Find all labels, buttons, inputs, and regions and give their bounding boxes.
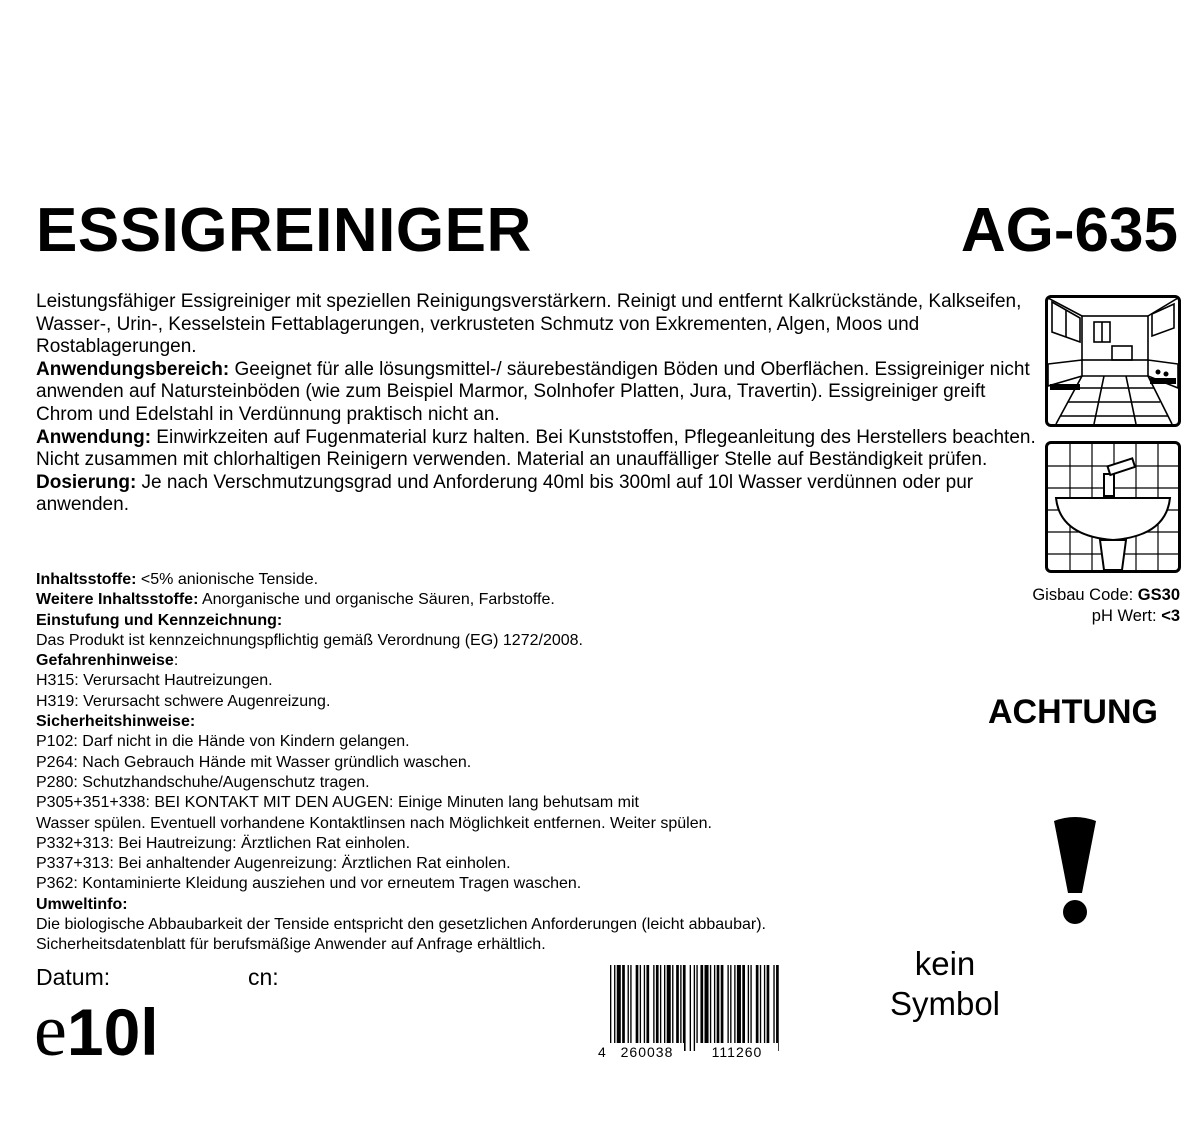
sink-pictogram-icon [1045, 441, 1181, 573]
sink-drawing [1048, 444, 1178, 570]
gisbau-code-value: GS30 [1137, 586, 1180, 604]
product-codes [1032, 585, 1180, 627]
more-ingredients-label: Weitere Inhaltsstoffe: [36, 591, 199, 609]
usage-text: Einwirkzeiten auf Fugenmaterial kurz halten. Bei Kunststoffen, Pflegeanleitung des Herstellers beachten. Nicht zusammen mit chlorhaltigen Reinigern verwenden. Material an unauffälliger Stelle auf Beständigkeit prüfen. [36, 426, 1036, 471]
precaution-p280: P280: Schutzhandschuhe/Augenschutz tragen. [36, 773, 370, 791]
barcode-bar [730, 965, 731, 1051]
ph-value-label: pH Wert: [1091, 607, 1162, 625]
barcode-bar [640, 965, 641, 1051]
barcode-bar [705, 965, 709, 1051]
no-symbol-line1: kein [914, 945, 976, 982]
barcode-bar [660, 965, 661, 1051]
hazard-h319: H319: Verursacht schwere Augenreizung. [36, 692, 331, 710]
gisbau-code-label: Gisbau Code: [1032, 586, 1138, 604]
usage-label: Anwendung: [36, 426, 152, 448]
more-ingredients [36, 590, 936, 610]
application-area [36, 359, 1036, 427]
hazard-h315: H315: Verursacht Hautreizungen. [36, 672, 273, 690]
classification-text: Das Produkt ist kennzeichnungspflichtig gemäß Verordnung (EG) 1272/2008. [36, 631, 583, 649]
barcode-bar [683, 965, 686, 1051]
barcode-bar [717, 965, 720, 1051]
barcode-bar [653, 965, 654, 1051]
precaution-p305-line1: P305+351+338: BEI KONTAKT MIT DEN AUGEN: Einige Minuten lang behutsam mit [36, 794, 639, 812]
kitchen-drawing [1048, 298, 1178, 424]
barcode-bar [776, 965, 779, 1051]
barcode-digits-right: 111260 [711, 1044, 763, 1059]
barcode-bar [737, 965, 741, 1051]
barcode-bar [760, 965, 761, 1051]
barcode-bar [630, 965, 631, 1051]
volume [34, 990, 159, 1072]
signal-word: ACHTUNG [988, 693, 1158, 731]
gisbau-code [1032, 585, 1180, 606]
precaution-p337: P337+313: Bei anhaltender Augenreizung: Ärztlichen Rat einholen. [36, 855, 511, 873]
date-label: Datum: [36, 964, 111, 990]
barcode-bars [596, 965, 792, 1059]
barcode-bar [734, 965, 735, 1051]
application-area-label: Anwendungsbereich: [36, 358, 230, 380]
barcode [596, 965, 792, 1059]
sds-text: Sicherheitsdatenblatt für berufsmäßige Anwender auf Anfrage erhältlich. [36, 936, 546, 954]
precaution-p305-line2: Wasser spülen. Eventuell vorhandene Kontaktlinsen nach Möglichkeit entfernen. Weiter spülen. [36, 814, 712, 832]
hazard-heading [36, 651, 936, 671]
barcode-digit-first: 4 [598, 1044, 606, 1059]
precaution-p102: P102: Darf nicht in die Hände von Kindern gelangen. [36, 733, 410, 751]
barcode-bar [756, 965, 759, 1051]
ingredients-text: <5% anionische Tenside. [136, 571, 319, 588]
barcode-bar [636, 965, 639, 1051]
precaution-p362: P362: Kontaminierte Kleidung ausziehen und vor erneutem Tragen waschen. [36, 875, 582, 893]
barcode-bar [646, 965, 649, 1051]
no-symbol-line2: Symbol [889, 985, 1001, 1022]
application-area-text: Geeignet für alle lösungsmittel-/ säurebeständigen Böden und Oberflächen. Essigreiniger nicht anwenden auf Natursteinböden (wie zum Beispiel Marmor, Solnhofer Platten, Jura, Travertin). Essigreiniger greift Chrom und Edelstahl in Verdünnung praktisch nicht an. [36, 358, 1030, 425]
barcode-bar [700, 965, 703, 1051]
barcode-bar [610, 965, 611, 1051]
precaution-p332: P332+313: Bei Hautreizung: Ärztlichen Rat einholen. [36, 834, 411, 852]
no-symbol-note [870, 944, 1020, 1024]
barcode-bar [727, 965, 728, 1051]
ph-value [1032, 606, 1180, 627]
product-title: ESSIGREINIGER [36, 196, 532, 265]
estimated-sign: e [34, 990, 67, 1072]
barcode-digits-left: 260038 [620, 1044, 674, 1059]
barcode-bar [710, 965, 711, 1051]
barcode-bar [614, 965, 615, 1051]
kitchen-pictogram-icon [1045, 295, 1181, 427]
barcode-bar [767, 965, 770, 1051]
ingredients-label: Inhaltsstoffe: [36, 571, 137, 588]
product-code: AG-635 [960, 196, 1178, 265]
barcode-bar [622, 965, 625, 1051]
hazard-heading-colon: : [173, 652, 179, 670]
barcode-bar [617, 965, 621, 1051]
exclamation-mark-icon [1052, 815, 1098, 925]
environment-heading: Umweltinfo: [36, 895, 128, 913]
volume-value: 10l [66, 995, 159, 1069]
safety-details [36, 570, 936, 956]
barcode-bar [690, 965, 691, 1051]
product-description [36, 291, 1036, 517]
dosage [36, 472, 1036, 517]
barcode-bar [764, 965, 765, 1051]
barcode-bar [672, 965, 673, 1051]
dosage-text: Je nach Verschmutzungsgrad und Anforderung 40ml bis 300ml auf 10l Wasser verdünnen oder pur anwenden. [36, 471, 974, 516]
more-ingredients-text: Anorganische und organische Säuren, Farbstoffe. [198, 591, 555, 609]
hazard-heading-label: Gefahrenhinweise [36, 652, 174, 670]
barcode-bar [656, 965, 659, 1051]
barcode-bar [773, 965, 774, 1051]
ingredients [36, 570, 936, 590]
dosage-label: Dosierung: [36, 471, 137, 493]
barcode-bar [667, 965, 671, 1051]
barcode-bar [680, 965, 681, 1051]
barcode-bar [714, 965, 715, 1051]
barcode-bar [694, 965, 695, 1051]
barcode-bar [676, 965, 679, 1051]
barcode-bar [742, 965, 745, 1051]
barcode-bar [628, 965, 629, 1051]
exclamation-mark-drawing [1052, 815, 1098, 925]
classification-heading: Einstufung und Kennzeichnung: [36, 611, 283, 629]
barcode-bar [644, 965, 645, 1051]
description-intro: Leistungsfähiger Essigreiniger mit speziellen Reinigungsverstärkern. Reinigt und entfernt Kalkrückstände, Kalkseifen, Wasser-, Urin-, Kesselstein Fettablagerungen, verkrusteten Schmutz von Exkrementen, Algen, Moos und Rostablagerungen. [36, 291, 1022, 358]
precaution-heading: Sicherheitshinweise: [36, 713, 196, 731]
cn-label: cn: [248, 964, 279, 990]
environment-text: Die biologische Abbaubarkeit der Tenside entspricht den gesetzlichen Anforderungen (leicht abbaubar). [36, 916, 766, 934]
barcode-bar [696, 965, 697, 1051]
barcode-bar [664, 965, 665, 1051]
usage [36, 427, 1036, 472]
barcode-bar [748, 965, 749, 1051]
barcode-bar [750, 965, 751, 1051]
precaution-p264: P264: Nach Gebrauch Hände mit Wasser gründlich waschen. [36, 753, 472, 771]
ph-value-value: <3 [1161, 607, 1180, 625]
barcode-bar [721, 965, 724, 1051]
